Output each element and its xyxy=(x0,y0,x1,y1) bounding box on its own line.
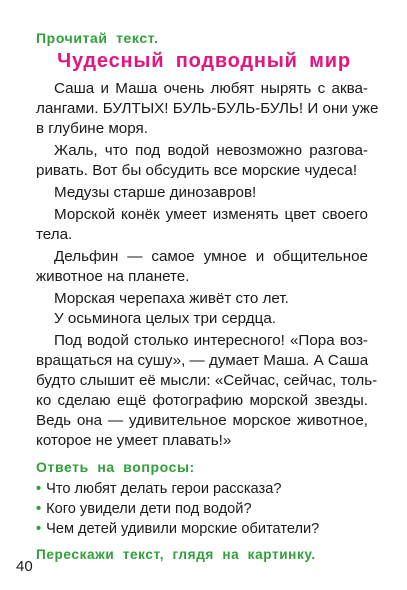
question-item xyxy=(36,500,252,518)
read-instruction: Прочитай текст. xyxy=(36,30,159,46)
story-line: Морской конёк умеет изменять цвет своего xyxy=(54,206,368,223)
story-line: У осьминога целых три сердца. xyxy=(54,310,276,327)
bullet-icon: • xyxy=(36,481,42,497)
story-line: Дельфин — самое умное и общительное xyxy=(54,248,368,265)
question-item xyxy=(36,480,281,498)
question-item xyxy=(36,520,319,538)
story-line: Саша и Маша очень любят нырять с аква- xyxy=(54,80,368,97)
question-text: Что любят делать герои рассказа? xyxy=(46,481,282,497)
story-line: Под водой столько интересного! «Пора воз- xyxy=(54,332,368,349)
retell-instruction: Перескажи текст, глядя на картинку. xyxy=(36,547,316,562)
question-text: Чем детей удивили морские обитатели? xyxy=(46,521,320,537)
story-line: будто слышит её мысли: «Сейчас, сейчас, толь- xyxy=(36,372,378,389)
questions-heading: Ответь на вопросы: xyxy=(36,459,195,475)
story-line: ко сделаю ещё фотографию морской звезды. xyxy=(36,392,368,409)
question-text: Кого увидели дети под водой? xyxy=(46,501,252,517)
story-line: вращаться на сушу», — думает Маша. А Саша xyxy=(36,352,369,369)
story-line: Жаль, что под водой невозможно разгова- xyxy=(54,142,368,159)
story-line: Ведь она — удивительное морское животное, xyxy=(36,412,368,429)
story-line: лангами. БУЛТЫХ! БУЛЬ-БУЛЬ-БУЛЬ! И они уже xyxy=(36,100,379,117)
story-title: Чудесный подводный мир xyxy=(57,50,351,72)
story-line: которое не умеет плавать!» xyxy=(36,432,232,449)
page-number: 40 xyxy=(16,558,33,575)
story-line: в глубине моря. xyxy=(36,120,148,137)
story-line: тела. xyxy=(36,226,73,243)
bullet-icon: • xyxy=(36,501,42,517)
bullet-icon: • xyxy=(36,521,42,537)
story-line: ривать. Вот бы обсудить все морские чудеса! xyxy=(36,162,358,179)
story-line: животное на планете. xyxy=(36,268,190,285)
story-line: Морская черепаха живёт сто лет. xyxy=(54,290,289,307)
story-line: Медузы старше динозавров! xyxy=(54,184,257,201)
